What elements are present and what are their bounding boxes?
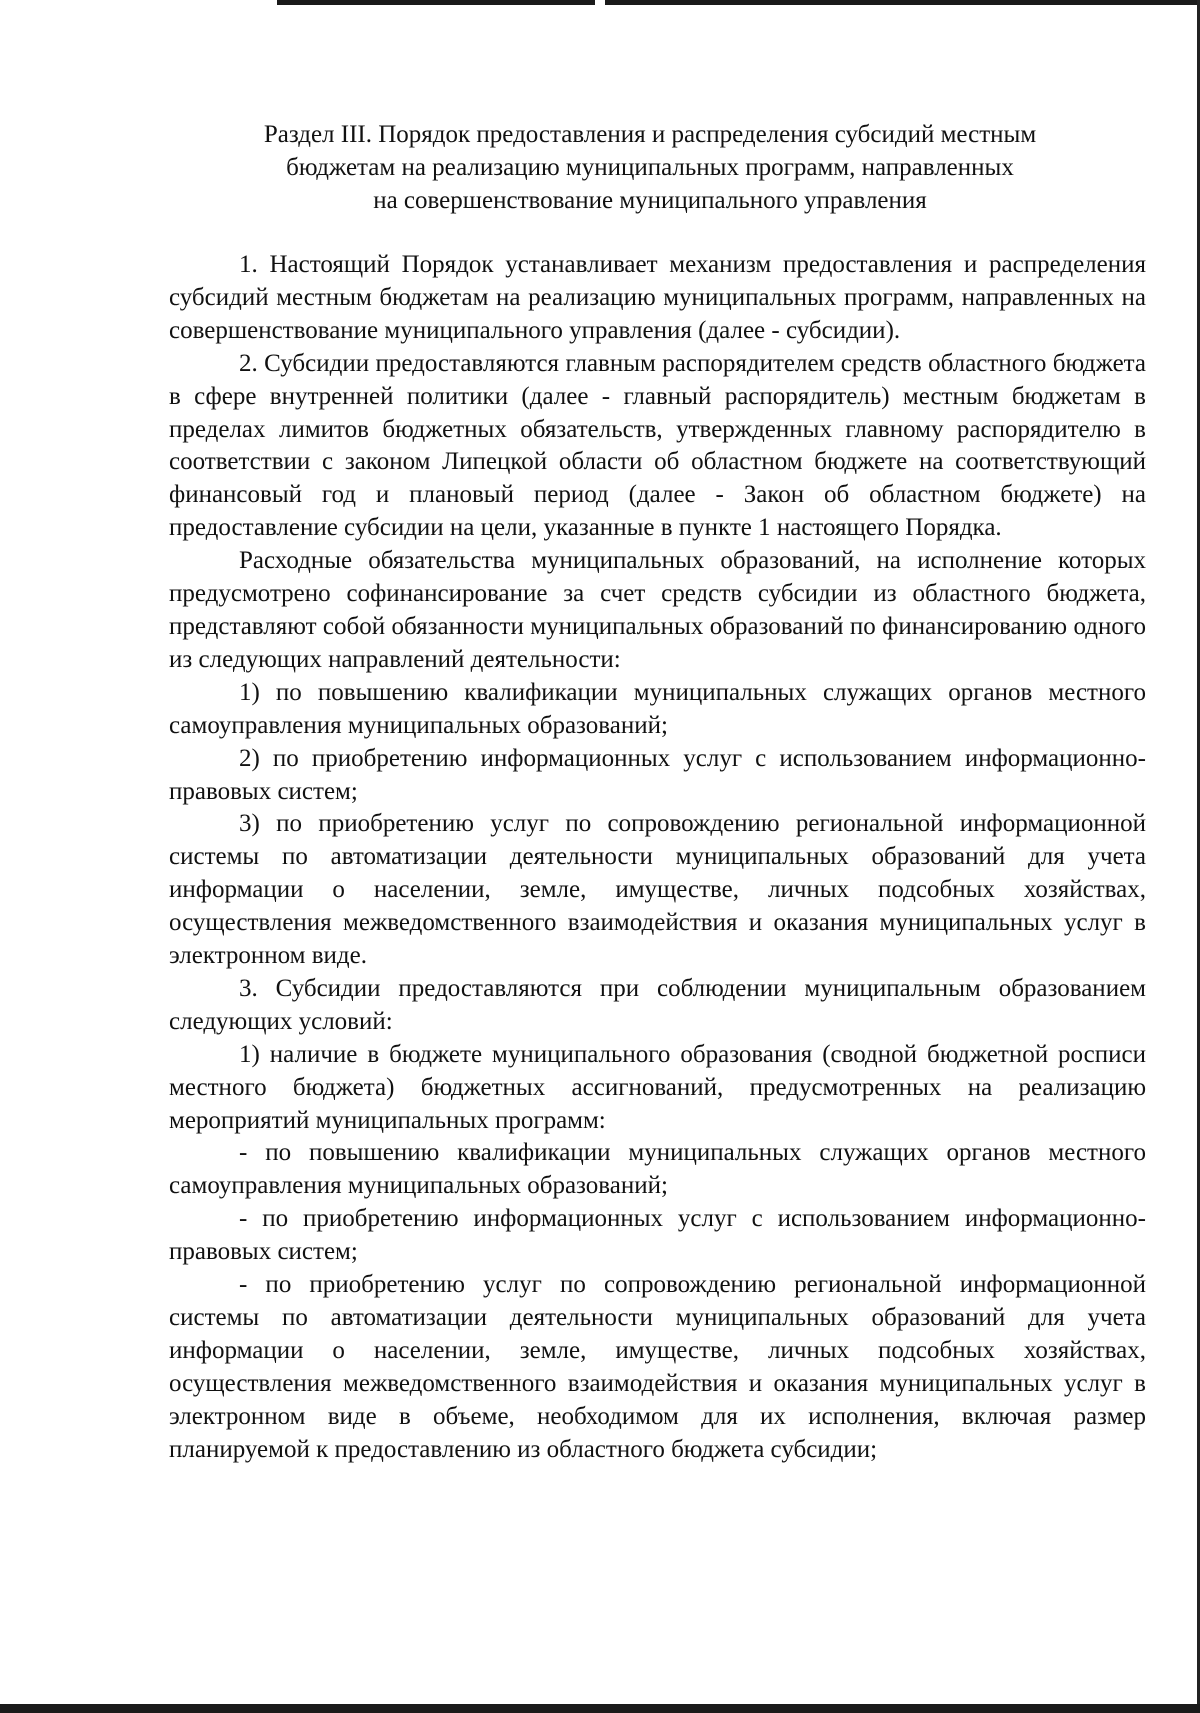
scan-edge-top-left [277, 0, 595, 5]
paragraph-3: 3. Субсидии предоставляются при соблюдении муниципальным образованием следующих условий: [169, 974, 1146, 1035]
scan-edge-top-right [605, 0, 1200, 5]
condition-1: 1) наличие в бюджете муниципального образования (сводной бюджетной росписи местного бюджета) бюджетных ассигнований, предусмотренных на реализацию мероприятий муниципальных программ: [169, 1040, 1146, 1134]
paragraph-expenditure-obligations: Расходные обязательства муниципальных образований, на исполнение которых предусмотрено софинансирование за счет средств субсидии из областного бюджета, представляют собой обязанности муниципальных образований по финансированию одного из следующих направлений деятельности: [169, 547, 1146, 673]
condition-1-dash-3: - по приобретению услуг по сопровождению региональной информационной системы по автоматизации деятельности муниципальных образований для учета информации о населении, земле, имуществе, личных подсобных хозяйствах, осуществления межведомственного взаимодействия и оказания муниципальных услуг в электронном виде в объеме, необходимом для их исполнения, включая размер планируемой к предоставлению из областного бюджета субсидии; [169, 1271, 1146, 1463]
document-body [169, 249, 1146, 1467]
list-item-3: 3) по приобретению услуг по сопровождению региональной информационной системы по автоматизации деятельности муниципальных образований для учета информации о населении, земле, имуществе, личных подсобных хозяйствах, осуществления межведомственного взаимодействия и оказания муниципальных услуг в электронном виде. [169, 810, 1146, 970]
list-item-2: 2) по приобретению информационных услуг с использованием информационно-правовых систем; [169, 744, 1146, 805]
section-heading-line-3: на совершенствование муниципального управления [373, 187, 927, 214]
condition-1-dash-2: - по приобретению информационных услуг с использованием информационно-правовых систем; [169, 1205, 1146, 1266]
section-heading-line-1: Раздел III. Порядок предоставления и распределения субсидий местным [263, 121, 1037, 148]
section-heading [200, 118, 1100, 217]
scan-edge-bottom [0, 1704, 1200, 1713]
section-heading-line-2: бюджетам на реализацию муниципальных программ, направленных [286, 154, 1014, 181]
list-item-1: 1) по повышению квалификации муниципальных служащих органов местного самоуправления муниципальных образований; [169, 678, 1146, 739]
paragraph-1: 1. Настоящий Порядок устанавливает механизм предоставления и распределения субсидий местным бюджетам на реализацию муниципальных программ, направленных на совершенствование муниципального управления (далее - субсидии). [169, 251, 1146, 344]
paragraph-2: 2. Субсидии предоставляются главным распорядителем средств областного бюджета в сфере внутренней политики (далее - главный распорядитель) местным бюджетам в пределах лимитов бюджетных обязательств, утвержденных главному распорядителю в соответствии с законом Липецкой области об областном бюджете на соответствующий финансовый год и плановый период (далее - Закон об областном бюджете) на предоставление субсидии на цели, указанные в пункте 1 настоящего Порядка. [169, 349, 1146, 542]
condition-1-dash-1: - по повышению квалификации муниципальных служащих органов местного самоуправления муниципальных образований; [169, 1139, 1146, 1200]
